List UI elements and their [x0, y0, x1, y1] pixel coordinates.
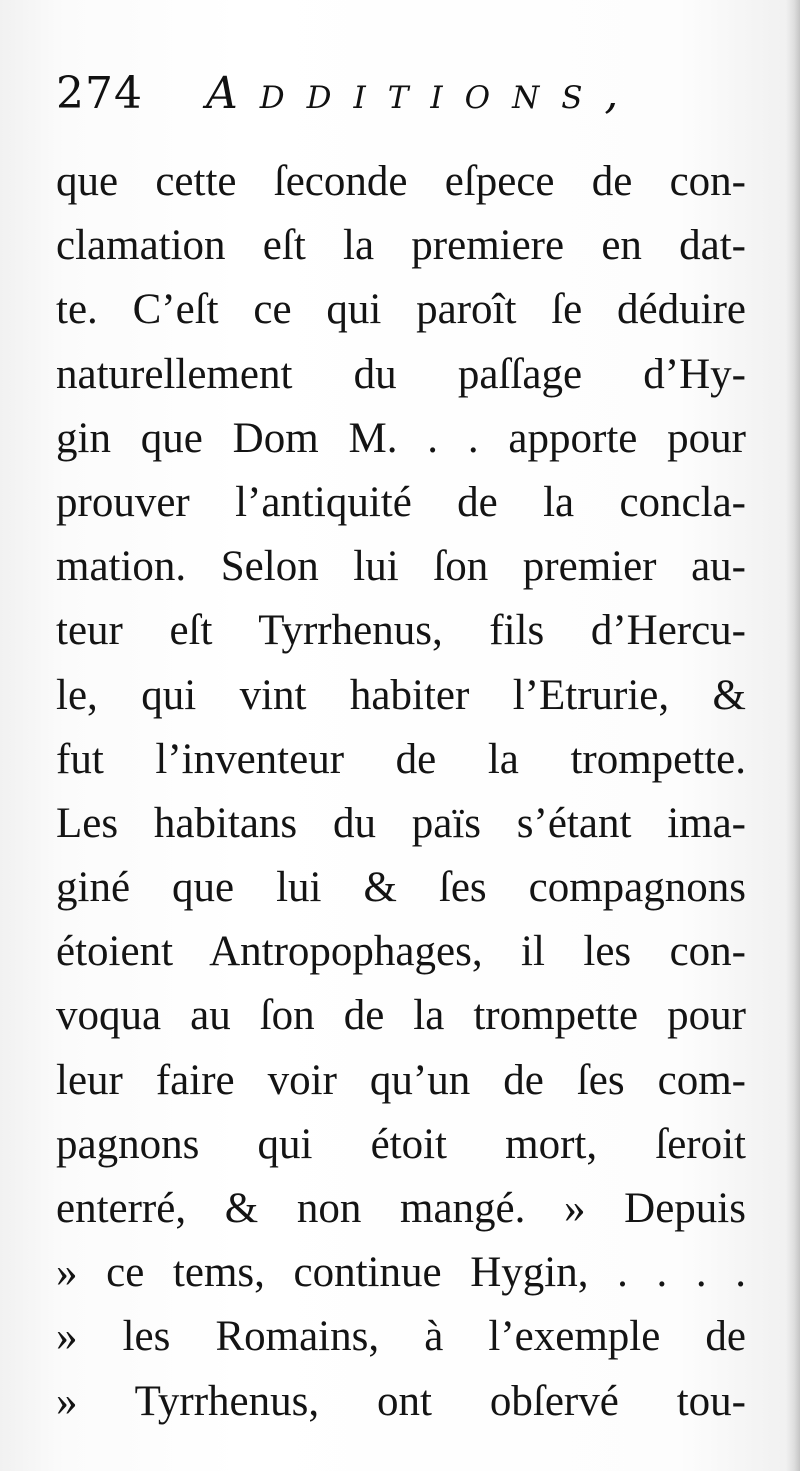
text-line: teur eſt Tyrrhenus, fils d’Hercu-	[56, 607, 746, 655]
text-line: leur faire voir qu’un de ſes com-	[56, 1056, 746, 1104]
text-line: fut l’inventeur de la trompette.	[56, 735, 746, 783]
text-line: gin que Dom M. . . apporte pour	[56, 414, 746, 462]
page-header	[56, 66, 756, 130]
text-line: » ce tems, continue Hygin, . . . .	[56, 1249, 746, 1297]
text-line: giné que lui & ſes compagnons	[56, 864, 746, 912]
text-line: étoient Antropophages, il les con-	[56, 928, 746, 976]
text-line: te. C’eſt ce qui paroît ſe déduire	[56, 286, 746, 334]
text-line: que cette ſeconde eſpece de con-	[56, 158, 746, 205]
body-text	[56, 150, 746, 1434]
text-line: mation. Selon lui ſon premier au-	[56, 543, 746, 591]
text-line: » les Romains, à l’exemple de	[56, 1313, 746, 1361]
text-line: pagnons qui étoit mort, ſeroit	[56, 1120, 746, 1168]
text-line: clamation eſt la premiere en dat-	[56, 222, 746, 270]
running-head: Additions,	[206, 68, 641, 119]
text-line: » Tyrrhenus, ont obſervé tou-	[56, 1377, 746, 1425]
page-edge-shadow	[786, 0, 800, 1471]
text-line: le, qui vint habiter l’Etrurie, &	[56, 671, 746, 719]
text-line: voqua au ſon de la trompette pour	[56, 992, 746, 1040]
text-line: enterré, & non mangé. » Depuis	[56, 1185, 746, 1232]
text-line: naturellement du paſſage d’Hy-	[56, 350, 746, 398]
text-line: Les habitans du païs s’étant ima-	[56, 799, 746, 847]
text-line: prouver l’antiquité de la concla-	[56, 478, 746, 526]
page-number: 274	[56, 68, 143, 119]
